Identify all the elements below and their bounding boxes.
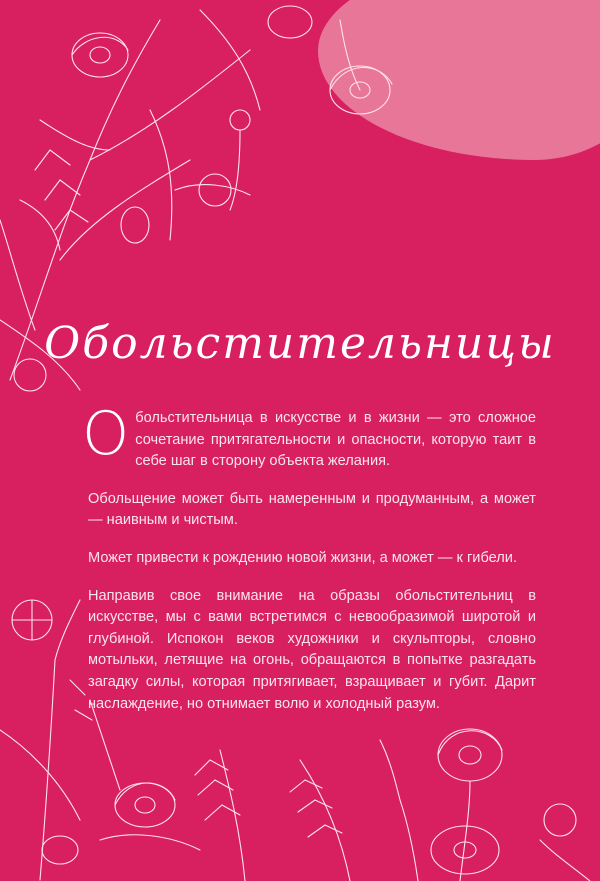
drop-cap: О bbox=[82, 399, 130, 469]
page-title: Обольстительницы bbox=[44, 318, 556, 369]
paragraph-1-text: больстительница в искусстве и в жизни — это сложное сочетание притягательности и опасности, которую таит в себе шаг в сторону объекта желания. bbox=[135, 410, 536, 470]
article-body bbox=[82, 399, 536, 731]
paragraph-2: Обольщение может быть намеренным и продуманным, а может — наивным и чистым. bbox=[88, 490, 536, 529]
paragraph-3: Может привести к рождению новой жизни, а может — к гибели. bbox=[88, 549, 517, 566]
paragraph-1 bbox=[82, 399, 536, 473]
paragraph-4: Направив свое внимание на образы обольстительниц в искусстве, мы с вами встретимся с невообразимой широтой и глубиной. Испокон веков художники и скульпторы, словно мотыльки, летящие на огонь, обращаются в попытке разгадать загадку силы, которая притягивает, взращивает и губит. Дарит наслаждение, но отнимает волю и холодный разум. bbox=[88, 587, 536, 712]
